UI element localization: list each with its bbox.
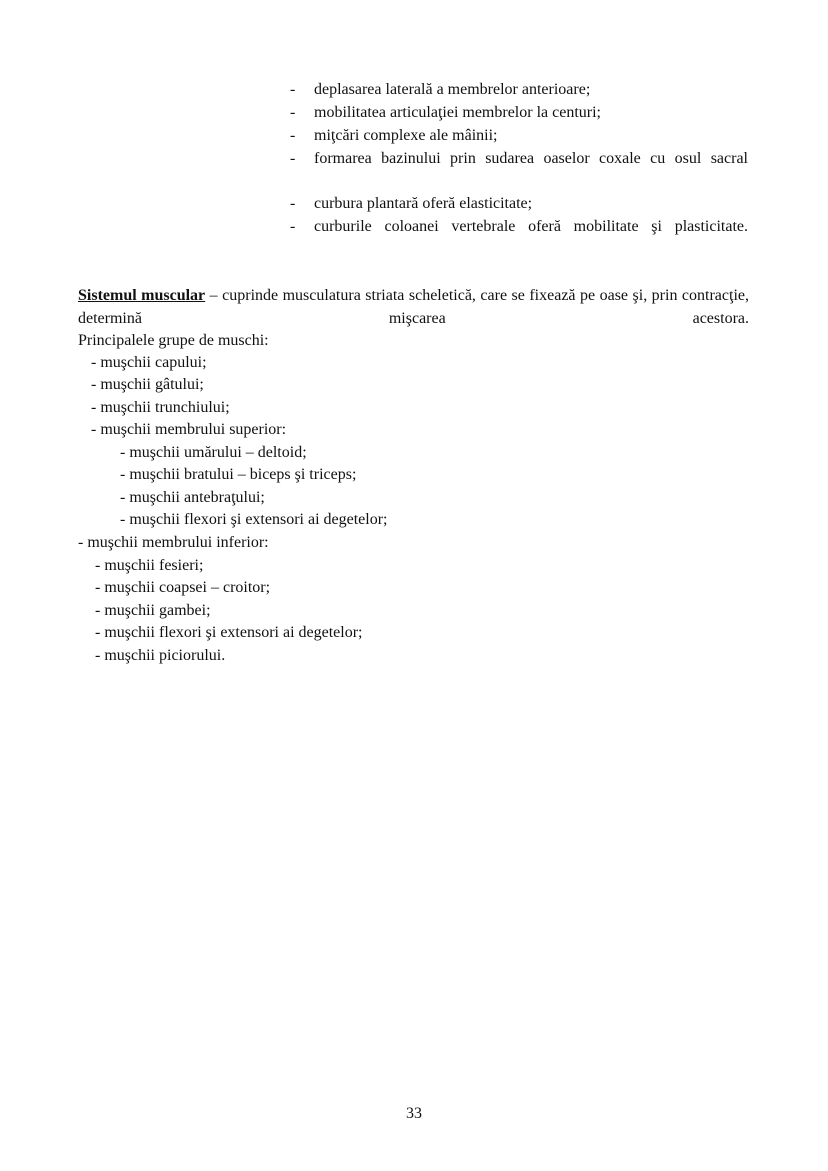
bullet-dash: - (290, 195, 296, 212)
list-item: - muşchii trunchiului; (91, 399, 230, 416)
bullet-item: mobilitatea articulaţiei membrelor la centuri; (314, 104, 601, 121)
list-item: - muşchii umărului – deltoid; (120, 444, 307, 461)
list-item: - muşchii membrului superior: (91, 421, 287, 438)
bullet-item: curburile coloanei vertebrale oferă mobilitate şi plasticitate. (314, 218, 748, 235)
section-heading: Sistemul muscular (78, 287, 206, 304)
list-item: - muşchii flexori şi extensori ai degetelor; (95, 624, 363, 641)
list-item: - muşchii gâtului; (91, 376, 204, 393)
list-item: - muşchii flexori şi extensori ai degetelor; (120, 511, 388, 528)
list-item: - muşchii gambei; (95, 602, 211, 619)
list-item: - muşchii capului; (91, 354, 207, 371)
bullet-item: deplasarea laterală a membrelor anterioare; (314, 81, 591, 98)
list-item: - muşchii fesieri; (95, 557, 204, 574)
lower-limb-title: - muşchii membrului inferior: (78, 534, 269, 551)
bullet-dash: - (290, 150, 296, 167)
list-item: - muşchii bratului – biceps şi triceps; (120, 466, 357, 483)
bullet-dash: - (290, 218, 296, 235)
page-number: 33 (406, 1105, 422, 1122)
list-item: - muşchii piciorului. (95, 647, 226, 664)
bullet-dash: - (290, 104, 296, 121)
intro-text: – cuprinde musculatura striata scheletică, care se fixează pe oase şi, prin contracţie, determină mişcarea acestora. (78, 287, 750, 327)
groups-title: Principalele grupe de muschi: (78, 332, 269, 349)
list-item: - muşchii antebraţului; (120, 489, 265, 506)
bullet-item: formarea bazinului prin sudarea oaselor coxale cu osul sacral (314, 150, 748, 167)
bullet-dash: - (290, 81, 296, 98)
list-item: - muşchii coapsei – croitor; (95, 579, 271, 596)
bullet-dash: - (290, 127, 296, 144)
bullet-item: curbura plantară oferă elasticitate; (314, 195, 533, 212)
bullet-item: miţcări complexe ale mâinii; (314, 127, 498, 144)
